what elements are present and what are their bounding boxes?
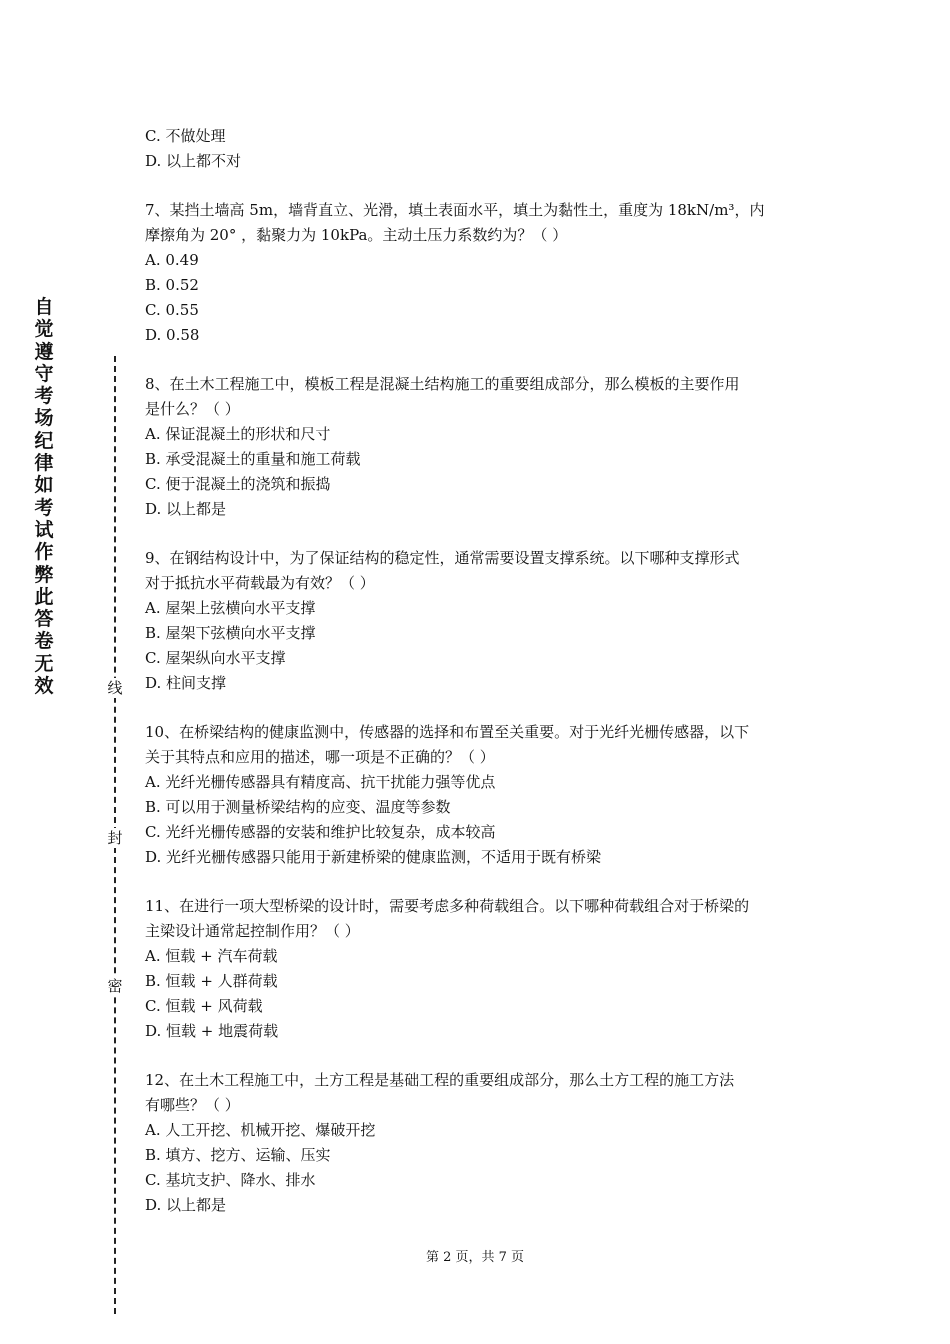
option: A. 光纤光栅传感器具有精度高、抗干扰能力强等优点 — [145, 773, 496, 791]
option: B. 屋架下弦横向水平支撑 — [145, 624, 316, 642]
question — [145, 1068, 813, 1218]
option: C. 屋架纵向水平支撑 — [145, 649, 286, 667]
previous-question-options — [145, 124, 813, 174]
question — [145, 198, 813, 348]
notice-char: 作 — [34, 541, 54, 564]
option: D. 0.58 — [145, 326, 200, 344]
notice-char: 如 — [34, 474, 54, 497]
notice-char: 考 — [34, 385, 54, 408]
option: A. 屋架上弦横向水平支撑 — [145, 599, 316, 617]
option: A. 0.49 — [145, 251, 199, 269]
question-stem: 有哪些？（ ） — [145, 1096, 240, 1114]
question-stem: 10、在桥梁结构的健康监测中，传感器的选择和布置至关重要。对于光纤光栅传感器，以下 — [145, 723, 750, 741]
notice-char: 考 — [34, 496, 54, 519]
notice-char: 此 — [34, 585, 54, 608]
option: C. 便于混凝土的浇筑和振捣 — [145, 475, 331, 493]
option: C. 0.55 — [145, 301, 199, 319]
question-stem: 7、某挡土墙高 5m，墙背直立、光滑，填土表面水平，填土为黏性土，重度为 18kN/m³，内 — [145, 201, 765, 219]
option: B. 恒载 + 人群荷载 — [145, 972, 278, 990]
option: D. 光纤光栅传感器只能用于新建桥梁的健康监测，不适用于既有桥梁 — [145, 848, 602, 866]
option: B. 可以用于测量桥梁结构的应变、温度等参数 — [145, 798, 451, 816]
question-list — [145, 198, 813, 1218]
question-stem: 12、在土木工程施工中，土方工程是基础工程的重要组成部分，那么土方工程的施工方法 — [145, 1071, 735, 1089]
option: B. 承受混凝土的重量和施工荷载 — [145, 450, 361, 468]
cut-label-seal: 封 — [105, 828, 125, 848]
question-stem: 主梁设计通常起控制作用？（ ） — [145, 922, 360, 940]
notice-char: 律 — [34, 452, 54, 475]
notice-char: 卷 — [34, 630, 54, 653]
notice-char: 觉 — [34, 318, 54, 341]
option: B. 填方、挖方、运输、压实 — [145, 1146, 331, 1164]
option: D. 柱间支撑 — [145, 674, 227, 692]
question-stem: 摩擦角为 20° ，黏聚力为 10kPa。主动土压力系数约为？（ ） — [145, 226, 568, 244]
question-content — [145, 124, 813, 1218]
question-stem: 是什么？（ ） — [145, 400, 240, 418]
option: D. 恒载 + 地震荷载 — [145, 1022, 279, 1040]
cut-label-secret: 密 — [105, 976, 125, 996]
option: C. 基坑支护、降水、排水 — [145, 1171, 316, 1189]
question — [145, 372, 813, 522]
question-stem: 8、在土木工程施工中，模板工程是混凝土结构施工的重要组成部分，那么模板的主要作用 — [145, 375, 740, 393]
notice-char: 遵 — [34, 340, 54, 363]
cut-label-line: 线 — [105, 678, 125, 698]
option: A. 恒载 + 汽车荷载 — [145, 947, 278, 965]
question-stem: 关于其特点和应用的描述，哪一项是不正确的？（ ） — [145, 748, 495, 766]
option: C. 不做处理 — [145, 127, 226, 145]
notice-char: 弊 — [34, 563, 54, 586]
option: C. 恒载 + 风荷载 — [145, 997, 263, 1015]
notice-char: 答 — [34, 608, 54, 631]
question-stem: 11、在进行一项大型桥梁的设计时，需要考虑多种荷载组合。以下哪种荷载组合对于桥梁的 — [145, 897, 750, 915]
notice-char: 效 — [34, 675, 54, 698]
notice-char: 场 — [34, 407, 54, 430]
notice-char: 守 — [34, 362, 54, 385]
question-stem: 9、在钢结构设计中，为了保证结构的稳定性，通常需要设置支撑系统。以下哪种支撑形式 — [145, 549, 740, 567]
question — [145, 894, 813, 1044]
question — [145, 720, 813, 870]
option: A. 保证混凝土的形状和尺寸 — [145, 425, 331, 443]
option: D. 以上都不对 — [145, 152, 242, 170]
notice-char: 无 — [34, 652, 54, 675]
option: C. 光纤光栅传感器的安装和维护比较复杂，成本较高 — [145, 823, 496, 841]
notice-char: 试 — [34, 518, 54, 541]
option: A. 人工开挖、机械开挖、爆破开挖 — [145, 1121, 376, 1139]
question-stem: 对于抵抗水平荷载最为有效？（ ） — [145, 574, 375, 592]
notice-char: 自 — [34, 296, 54, 318]
option: B. 0.52 — [145, 276, 199, 294]
option: D. 以上都是 — [145, 1196, 227, 1214]
question — [145, 546, 813, 696]
exam-rule-notice — [30, 296, 58, 697]
notice-char: 纪 — [34, 429, 54, 452]
page-footer: 第 2 页，共 7 页 — [425, 1250, 525, 1265]
option: D. 以上都是 — [145, 500, 227, 518]
